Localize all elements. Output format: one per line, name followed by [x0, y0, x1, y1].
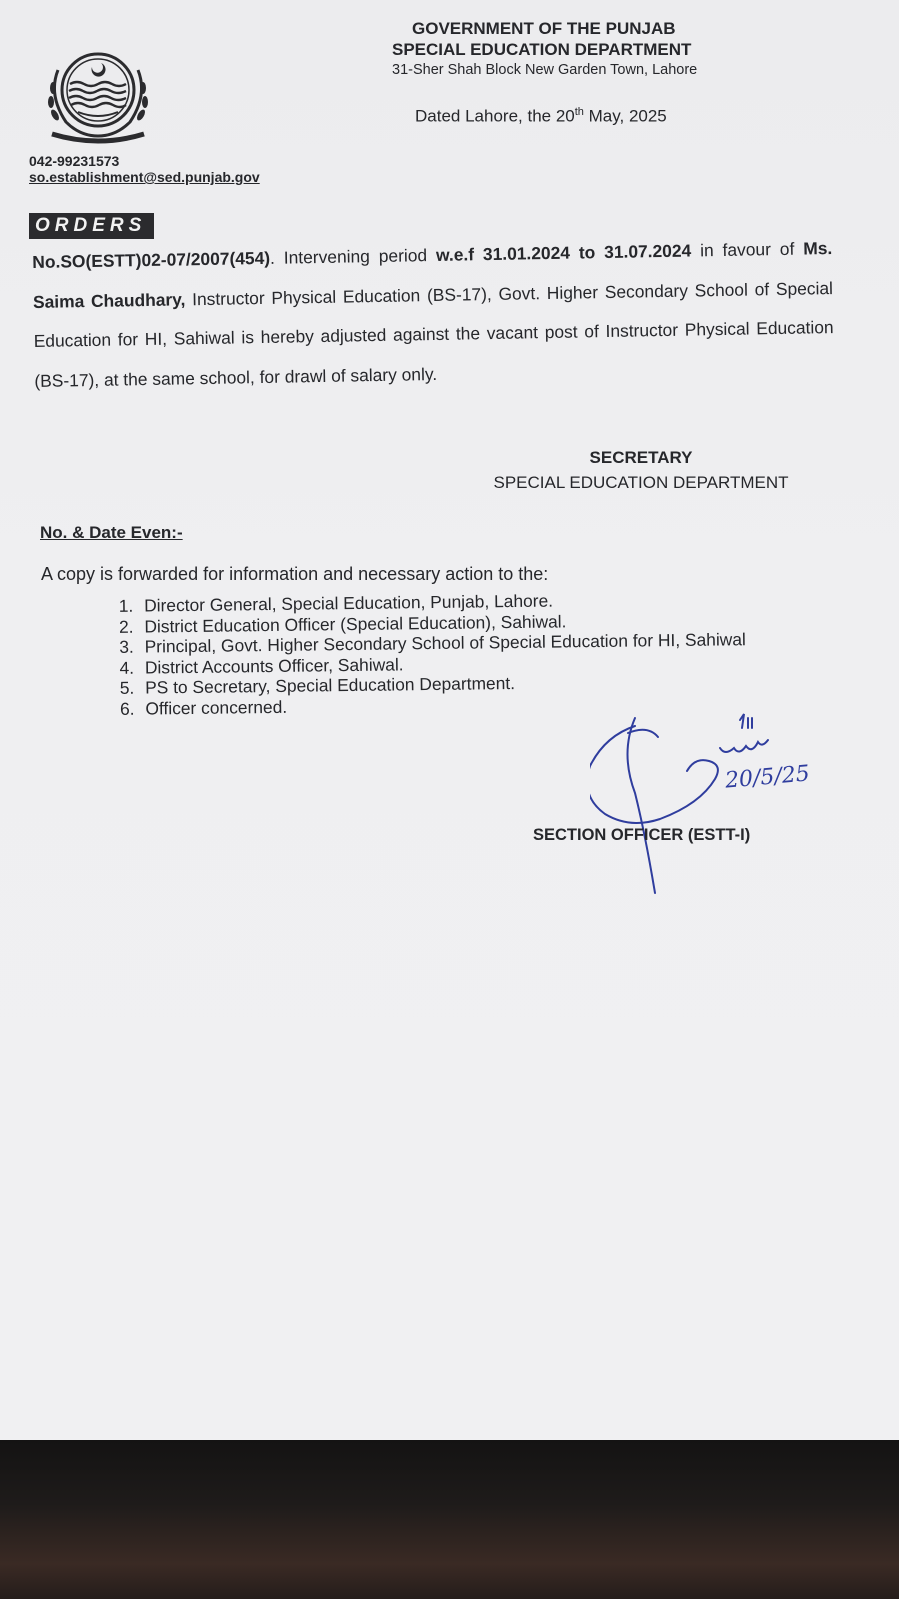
no-date-even: No. & Date Even:- — [40, 523, 183, 542]
list-item: 6. Officer concerned. — [139, 690, 839, 719]
email-address: so.establishment@sed.punjab.gov — [29, 169, 260, 186]
secretary-department: SPECIAL EDUCATION DEPARTMENT — [493, 472, 789, 492]
government-title: GOVERNMENT OF THE PUNJAB — [412, 19, 676, 38]
department-address: 31-Sher Shah Block New Garden Town, Lahore — [392, 61, 698, 78]
date-rest: May, 2025 — [583, 106, 667, 126]
secretary-block — [455, 446, 827, 495]
date-ordinal: th — [574, 106, 584, 118]
contact-info — [29, 153, 260, 185]
order-number: No.SO(ESTT)02-07/2007(454) — [32, 247, 271, 272]
copy-intro: A copy is forwarded for information and necessary action to the: — [41, 564, 549, 584]
handwritten-signature — [590, 708, 860, 898]
order-text-1: . Intervening period — [269, 244, 437, 268]
order-text-2: in favour of — [691, 238, 804, 261]
list-item: 5. PS to Secretary, Special Education Department. — [139, 669, 839, 698]
copy-recipients-list — [106, 587, 839, 719]
list-item: 3. Principal, Govt. Higher Secondary School of Special Education for HI, Sahiwal — [138, 628, 838, 657]
order-period: w.e.f 31.01.2024 to 31.07.2024 — [435, 240, 692, 265]
date-prefix: Dated Lahore, the 20 — [415, 106, 575, 126]
order-text-3: Instructor Physical Education (BS-17), Govt. Higher Secondary School of Special Education for HI, Sahiwal is hereby adjusted against the vacant post of Instructor Physical Education (BS-17), at the same school, for drawl of salary only. — [33, 277, 834, 391]
letter-date — [415, 106, 667, 127]
section-officer-title: SECTION OFFICER (ESTT-I) — [533, 826, 751, 844]
letterhead — [392, 18, 697, 79]
table-surface — [0, 1440, 899, 1599]
list-item: 2. District Education Officer (Special Education), Sahiwal. — [138, 608, 838, 637]
list-item: 4. District Accounts Officer, Sahiwal. — [139, 649, 839, 678]
punjab-government-emblem — [34, 50, 162, 148]
secretary-title: SECRETARY — [589, 448, 693, 467]
list-item: 1. Director General, Special Education, Punjab, Lahore. — [138, 587, 838, 616]
department-title: SPECIAL EDUCATION DEPARTMENT — [392, 40, 692, 60]
order-paragraph — [32, 229, 835, 401]
employee-name: Ms. Saima Chaudhary, — [32, 238, 833, 312]
signature-date: 20/5/25 — [724, 761, 811, 794]
orders-heading: ORDERS — [29, 213, 154, 239]
phone-number: 042-99231573 — [29, 153, 120, 169]
